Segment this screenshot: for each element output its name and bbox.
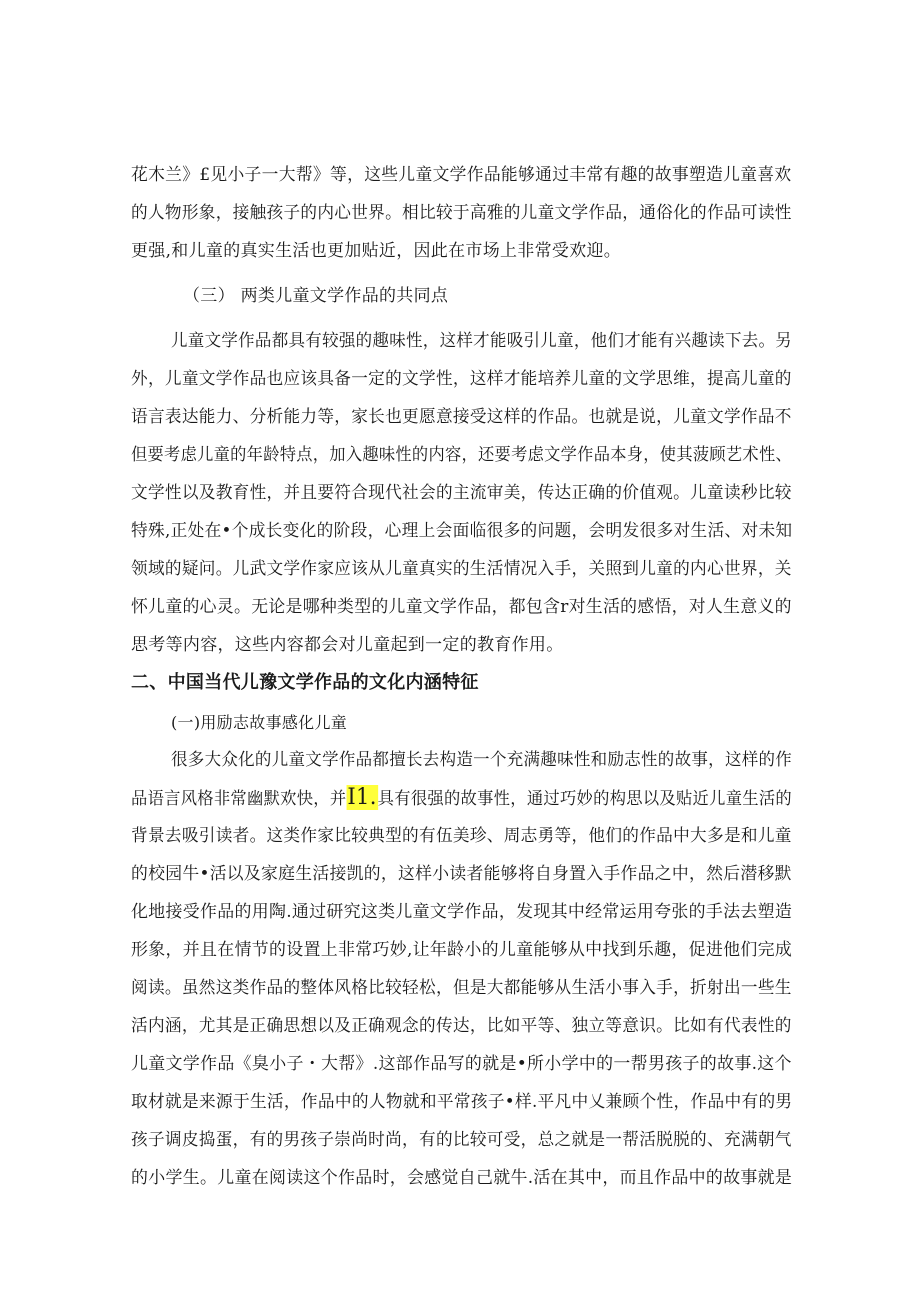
paragraph-line: 语言表达能力、分析能力等，家长也更愿意接受这样的作品。也就是说，儿童文学作品不 — [131, 407, 792, 427]
highlighted-text: I1. — [347, 785, 377, 810]
text-run: 具有很强的故事性，通过巧妙的构思以及贴近儿童生活的 — [377, 789, 792, 809]
paragraph-line: 孩子调皮捣蛋，有的男孩子崇尚时尚，有的比较可受，总之就是一帮活脱脱的、充满朝气 — [131, 1130, 792, 1150]
paragraph-line: 的人物形象，接触孩子的内心世界。相比较于高雅的儿童文学作品，通俗化的作品可读性 — [131, 203, 792, 223]
chapter-heading: 二、中国当代儿豫文学作品的文化内涵特征 — [131, 672, 479, 693]
paragraph-line: 形象，并且在情节的设置上非常巧妙,让年龄小的儿童能够从中找到乐趣，促进他们完成 — [131, 940, 793, 960]
paragraph-line: 文学性以及教育性，并且要符合现代社会的主流审美，传达正确的价值观。儿童读秒比较 — [131, 483, 792, 503]
paragraph-line: 化地接受作品的用陶.通过研究这类儿童文学作品，发现其中经常运用夸张的手法去塑造 — [131, 902, 793, 922]
paragraph-line: 怀儿童的心灵。无论是哪种类型的儿童文学作品，都包含r对生活的感悟，对人生意义的 — [131, 597, 792, 617]
paragraph-line — [131, 786, 792, 811]
paragraph-line: 领域的疑问。儿武文学作家应该从儿童真实的生活情况入手，关照到儿童的内心世界，关 — [131, 559, 792, 579]
paragraph-line: 取材就是来源于生活，作品中的人物就和平常孩子•样.平凡中乂兼顾个性，作品中有的男 — [131, 1092, 793, 1112]
text-run: 品语言风格非常幽默欢快，并 — [131, 789, 347, 809]
paragraph-line: 活内涵，尤其是正确思想以及正确观念的传达，比如平等、独立等意识。比如有代表性的 — [131, 1016, 792, 1036]
paragraph-line: 花木兰》£见小子一大帮》等，这些儿童文学作品能够通过丰常有趣的故事塑造儿童喜欢 — [131, 165, 792, 185]
paragraph-line: 更强,和儿童的真实生活也更加贴近，因此在市场上非常受欢迎。 — [131, 241, 622, 261]
section-heading: （三） 两类儿童文学作品的共同点 — [183, 286, 449, 306]
subsection-heading: (一)用励志故事感化儿童 — [171, 713, 348, 732]
paragraph-line: 的小学生。儿童在阅读这个作品时，会感觉自己就牛.活在其中，而且作品中的故事就是 — [131, 1168, 793, 1188]
paragraph-line: 背景去吸引读者。这类作家比较典型的有伍美珍、周志勇等，他们的作品中大多是和儿童 — [131, 826, 792, 846]
paragraph-line: 外，儿童文学作品也应该具备一定的文学性，这样才能培养儿童的文学思维，提高儿童的 — [131, 369, 792, 389]
paragraph-line: 特殊,正处在•个成长变化的阶段，心理上会面临很多的问题，会明发很多对生活、对未知 — [131, 521, 793, 541]
paragraph-line: 的校园牛•活以及家庭生活接凯的，这样小读者能够将自身置入手作品之中，然后潜移默 — [131, 864, 792, 884]
paragraph-line: 很多大众化的儿童文学作品都擅长去构造一个充满趣味性和励志性的故事，这样的作 — [171, 750, 793, 770]
paragraph-line: 儿童文学作品都具有较强的趣味性，这样才能吸引儿童，他们才能有兴趣读下去。另 — [171, 331, 793, 351]
paragraph-line: 思考等内容，这些内容都会对儿童起到一定的教育作用。 — [131, 635, 564, 655]
paragraph-line: 儿童文学作品《臭小子・大帮》.这部作品写的就是•所小学中的一帮男孩子的故事.这个 — [131, 1054, 792, 1074]
paragraph-line: 但要考虑儿童的年龄特点，加入趣味性的内容，还要考虑文学作品本身，使其菠顾艺术性、 — [131, 445, 792, 465]
paragraph-line: 阅读。虽然这类作品的整体风格比较轻松，但是大都能够从生活小事入手，折射出一些生 — [131, 978, 792, 998]
